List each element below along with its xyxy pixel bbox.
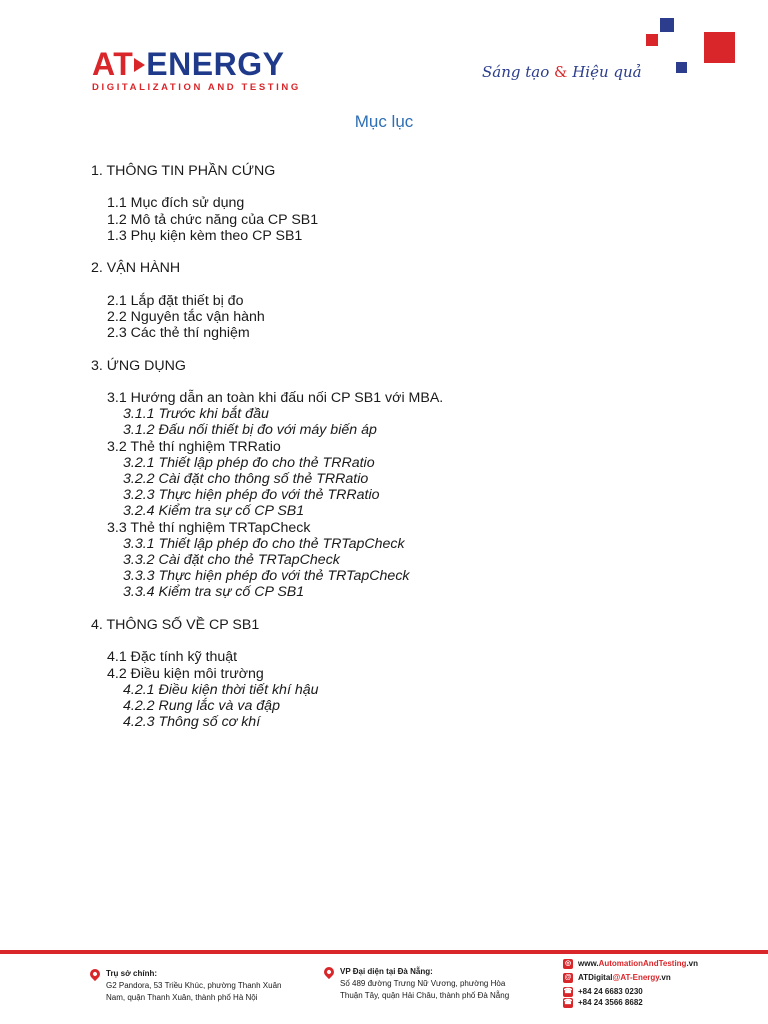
toc-subsubsection-item[interactable]: 4.2.2 Rung lắc và va đập <box>123 697 280 714</box>
location-pin-icon <box>322 965 336 979</box>
toc-subsection-item[interactable]: 4.1 Đặc tính kỹ thuật <box>107 649 238 666</box>
website-prefix: www. <box>578 959 599 968</box>
toc-subsection-item[interactable]: 4.2 Điều kiện môi trường <box>107 665 264 682</box>
email-suffix: .vn <box>659 973 671 982</box>
toc-subsection-item[interactable]: 3.3 Thẻ thí nghiệm TRTapCheck <box>107 519 311 536</box>
logo-wordmark <box>92 48 301 80</box>
toc-section <box>91 358 691 601</box>
footer-email[interactable] <box>578 973 671 983</box>
slogan-part1: Sáng tạo <box>482 63 550 81</box>
footer-phone2: +84 24 3566 8682 <box>578 998 643 1007</box>
footer-hq-line1: G2 Pandora, 53 Triều Khúc, phường Thanh Xuân <box>106 981 282 990</box>
email-highlight: @AT-Energy <box>612 973 660 982</box>
decor-square-red-small <box>646 34 658 46</box>
decor-square-blue-top <box>660 18 674 32</box>
page-title: Mục lục <box>354 112 414 131</box>
decor-square-red-large <box>704 32 735 63</box>
footer-website[interactable] <box>578 959 698 969</box>
footer-dn-line1: Số 489 đường Trưng Nữ Vương, phường Hòa <box>340 979 506 988</box>
toc-section <box>91 163 691 244</box>
slogan <box>482 63 642 81</box>
toc-subsubsection-item[interactable]: 3.3.2 Cài đặt cho thẻ TRTapCheck <box>123 552 340 569</box>
toc-subsection-item[interactable]: 2.3 Các thẻ thí nghiệm <box>107 325 250 342</box>
toc-subsection-item[interactable]: 1.2 Mô tả chức năng của CP SB1 <box>107 211 319 228</box>
toc-subsubsection-item[interactable]: 3.1.2 Đấu nối thiết bị đo với máy biến áp <box>123 422 377 439</box>
toc-section <box>91 260 691 341</box>
toc-subsection-item[interactable]: 3.2 Thẻ thí nghiệm TRRatio <box>107 438 281 455</box>
toc-subsection-item[interactable]: 1.1 Mục đích sử dụng <box>107 195 245 212</box>
phone-icon: ☎ <box>563 999 573 1006</box>
toc-subsubsection-item[interactable]: 3.2.1 Thiết lập phép đo cho thẻ TRRatio <box>123 454 375 471</box>
footer-divider <box>0 950 768 954</box>
toc-subsubsection-item[interactable]: 3.3.1 Thiết lập phép đo cho thẻ TRTapCheck <box>123 535 405 552</box>
footer-dn-title: VP Đại diện tại Đà Nẵng: <box>340 967 433 976</box>
footer-hq-line2: Nam, quận Thanh Xuân, thành phố Hà Nội <box>106 993 258 1002</box>
toc-subsubsection-item[interactable]: 4.2.1 Điều kiện thời tiết khí hậu <box>123 681 319 698</box>
toc-subsection-item[interactable]: 2.2 Nguyên tắc vận hành <box>107 308 265 325</box>
toc-section-heading[interactable]: 2. VẬN HÀNH <box>91 260 181 277</box>
toc-subsection-item[interactable]: 1.3 Phụ kiện kèm theo CP SB1 <box>107 227 303 244</box>
website-suffix: .vn <box>686 959 698 968</box>
email-icon: @ <box>564 974 572 981</box>
location-pin-icon <box>88 967 102 981</box>
toc-subsubsection-item[interactable]: 3.2.3 Thực hiện phép đo với thẻ TRRatio <box>123 487 380 504</box>
logo-energy-text: ENERGY <box>146 46 285 82</box>
toc-section <box>91 617 691 730</box>
toc-subsubsection-item[interactable]: 3.3.4 Kiểm tra sự cố CP SB1 <box>123 584 305 601</box>
logo-arrow-icon <box>134 58 145 72</box>
footer-phone1: +84 24 6683 0230 <box>578 987 643 996</box>
table-of-contents <box>91 163 691 747</box>
slogan-ampersand: & <box>554 63 568 81</box>
decor-square-blue-bottom <box>676 62 687 73</box>
footer-hq-address <box>106 968 316 1004</box>
toc-subsubsection-item[interactable]: 3.1.1 Trước khi bắt đầu <box>123 406 269 423</box>
toc-section-heading[interactable]: 1. THÔNG TIN PHẦN CỨNG <box>91 163 276 179</box>
globe-icon: ◎ <box>564 960 572 967</box>
footer-hq-title: Trụ sở chính: <box>106 969 158 978</box>
slogan-part2: Hiệu quả <box>572 63 642 81</box>
footer-dn-line2: Thuận Tây, quận Hải Châu, thành phố Đà Nẵng <box>340 991 510 1000</box>
logo-at-text: AT <box>92 46 134 82</box>
toc-subsection-item[interactable]: 3.1 Hướng dẫn an toàn khi đấu nối CP SB1 với MBA. <box>107 389 444 406</box>
toc-section-heading[interactable]: 3. ỨNG DỤNG <box>91 357 186 374</box>
logo-tagline: DIGITALIZATION AND TESTING <box>92 82 301 93</box>
toc-section-heading[interactable]: 4. THÔNG SỐ VỀ CP SB1 <box>91 616 260 633</box>
email-prefix: ATDigital <box>578 973 613 982</box>
toc-subsubsection-item[interactable]: 3.2.4 Kiểm tra sự cố CP SB1 <box>123 503 305 520</box>
toc-subsection-item[interactable]: 2.1 Lắp đặt thiết bị đo <box>107 292 244 309</box>
phone-icon: ☎ <box>563 988 573 995</box>
toc-subsubsection-item[interactable]: 4.2.3 Thông số cơ khí <box>123 714 261 731</box>
toc-subsubsection-item[interactable]: 3.2.2 Cài đặt cho thông số thẻ TRRatio <box>123 471 369 487</box>
website-highlight: AutomationAndTesting <box>598 959 687 968</box>
company-logo <box>92 48 301 93</box>
toc-subsubsection-item[interactable]: 3.3.3 Thực hiện phép đo với thẻ TRTapCheck <box>123 568 410 585</box>
footer-dn-address <box>340 966 550 1002</box>
